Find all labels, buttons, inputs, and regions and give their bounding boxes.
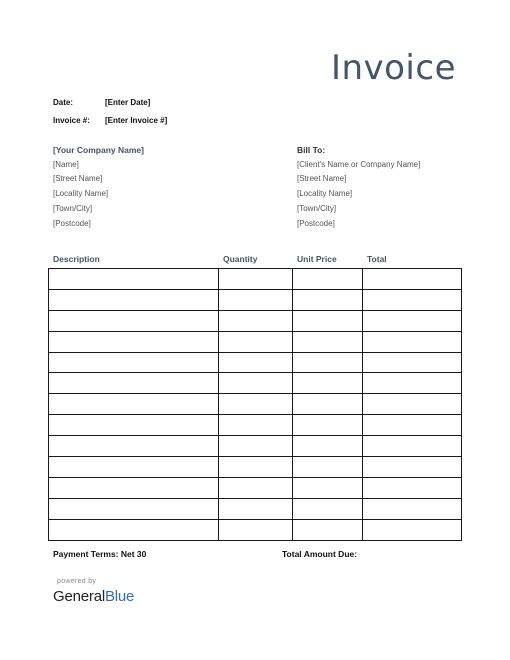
total-cell[interactable]: [363, 498, 462, 519]
table-row: [49, 394, 462, 415]
bill-to-line[interactable]: [Town/City]: [297, 203, 337, 213]
unit-price-cell[interactable]: [293, 498, 363, 519]
total-cell[interactable]: [363, 394, 462, 415]
table-row: [49, 415, 462, 436]
bill-to-line[interactable]: [Postcode]: [297, 218, 335, 228]
unit-price-cell[interactable]: [293, 457, 363, 478]
company-line[interactable]: [Name]: [53, 159, 79, 169]
description-cell[interactable]: [49, 394, 219, 415]
unit-price-cell[interactable]: [293, 352, 363, 373]
table-row: [49, 269, 462, 290]
unit-price-cell[interactable]: [293, 477, 363, 498]
column-header-unit-price: Unit Price: [297, 254, 337, 264]
unit-price-cell[interactable]: [293, 519, 363, 540]
unit-price-cell[interactable]: [293, 289, 363, 310]
description-cell[interactable]: [49, 415, 219, 436]
total-cell[interactable]: [363, 477, 462, 498]
line-items-table: [48, 268, 462, 541]
company-line[interactable]: [Locality Name]: [53, 189, 109, 199]
generalblue-logo: [53, 588, 134, 605]
company-name-heading[interactable]: [Your Company Name]: [53, 145, 144, 155]
description-cell[interactable]: [49, 373, 219, 394]
date-value[interactable]: [Enter Date]: [105, 98, 151, 107]
unit-price-cell[interactable]: [293, 331, 363, 352]
table-row: [49, 331, 462, 352]
table-row: [49, 373, 462, 394]
quantity-cell[interactable]: [219, 289, 293, 310]
quantity-cell[interactable]: [219, 352, 293, 373]
total-cell[interactable]: [363, 269, 462, 290]
description-cell[interactable]: [49, 436, 219, 457]
date-row: [53, 98, 151, 107]
table-row: [49, 519, 462, 540]
quantity-cell[interactable]: [219, 519, 293, 540]
total-cell[interactable]: [363, 331, 462, 352]
brand-blue: Blue: [104, 588, 135, 605]
total-cell[interactable]: [363, 352, 462, 373]
table-row: [49, 289, 462, 310]
unit-price-cell[interactable]: [293, 394, 363, 415]
quantity-cell[interactable]: [219, 477, 293, 498]
table-row: [49, 436, 462, 457]
invoice-title: Invoice: [330, 48, 456, 88]
table-row: [49, 498, 462, 519]
date-label: Date:: [53, 98, 74, 107]
unit-price-cell[interactable]: [293, 415, 363, 436]
description-cell[interactable]: [49, 477, 219, 498]
bill-to-heading: Bill To:: [297, 145, 326, 155]
column-header-total: Total: [367, 254, 387, 264]
total-amount-due-label: Total Amount Due:: [282, 549, 358, 559]
powered-by-text: powered by: [57, 578, 97, 585]
description-cell[interactable]: [49, 498, 219, 519]
unit-price-cell[interactable]: [293, 373, 363, 394]
invoice-number-row: [53, 116, 168, 125]
table-row: [49, 477, 462, 498]
column-header-quantity: Quantity: [223, 254, 258, 264]
payment-terms: Payment Terms: Net 30: [53, 549, 147, 559]
unit-price-cell[interactable]: [293, 269, 363, 290]
company-line[interactable]: [Street Name]: [53, 174, 103, 184]
quantity-cell[interactable]: [219, 331, 293, 352]
table-row: [49, 310, 462, 331]
unit-price-cell[interactable]: [293, 436, 363, 457]
company-line[interactable]: [Town/City]: [53, 203, 93, 213]
company-block: [53, 143, 144, 231]
quantity-cell[interactable]: [219, 415, 293, 436]
total-cell[interactable]: [363, 519, 462, 540]
description-cell[interactable]: [49, 457, 219, 478]
description-cell[interactable]: [49, 519, 219, 540]
quantity-cell[interactable]: [219, 457, 293, 478]
brand-general: General: [53, 588, 105, 605]
total-cell[interactable]: [363, 457, 462, 478]
total-cell[interactable]: [363, 373, 462, 394]
description-cell[interactable]: [49, 310, 219, 331]
bill-to-line[interactable]: [Locality Name]: [297, 189, 353, 199]
table-row: [49, 352, 462, 373]
bill-to-block: [297, 143, 420, 231]
total-cell[interactable]: [363, 310, 462, 331]
table-row: [49, 457, 462, 478]
bill-to-line[interactable]: [Client's Name or Company Name]: [297, 159, 421, 169]
quantity-cell[interactable]: [219, 436, 293, 457]
quantity-cell[interactable]: [219, 269, 293, 290]
quantity-cell[interactable]: [219, 394, 293, 415]
total-cell[interactable]: [363, 289, 462, 310]
description-cell[interactable]: [49, 331, 219, 352]
company-line[interactable]: [Postcode]: [53, 218, 91, 228]
unit-price-cell[interactable]: [293, 310, 363, 331]
bill-to-line[interactable]: [Street Name]: [297, 174, 347, 184]
quantity-cell[interactable]: [219, 310, 293, 331]
quantity-cell[interactable]: [219, 498, 293, 519]
invoice-number-label: Invoice #:: [53, 116, 90, 125]
description-cell[interactable]: [49, 269, 219, 290]
description-cell[interactable]: [49, 352, 219, 373]
description-cell[interactable]: [49, 289, 219, 310]
quantity-cell[interactable]: [219, 373, 293, 394]
invoice-number-value[interactable]: [Enter Invoice #]: [105, 116, 168, 125]
total-cell[interactable]: [363, 415, 462, 436]
total-cell[interactable]: [363, 436, 462, 457]
column-header-description: Description: [53, 254, 100, 264]
